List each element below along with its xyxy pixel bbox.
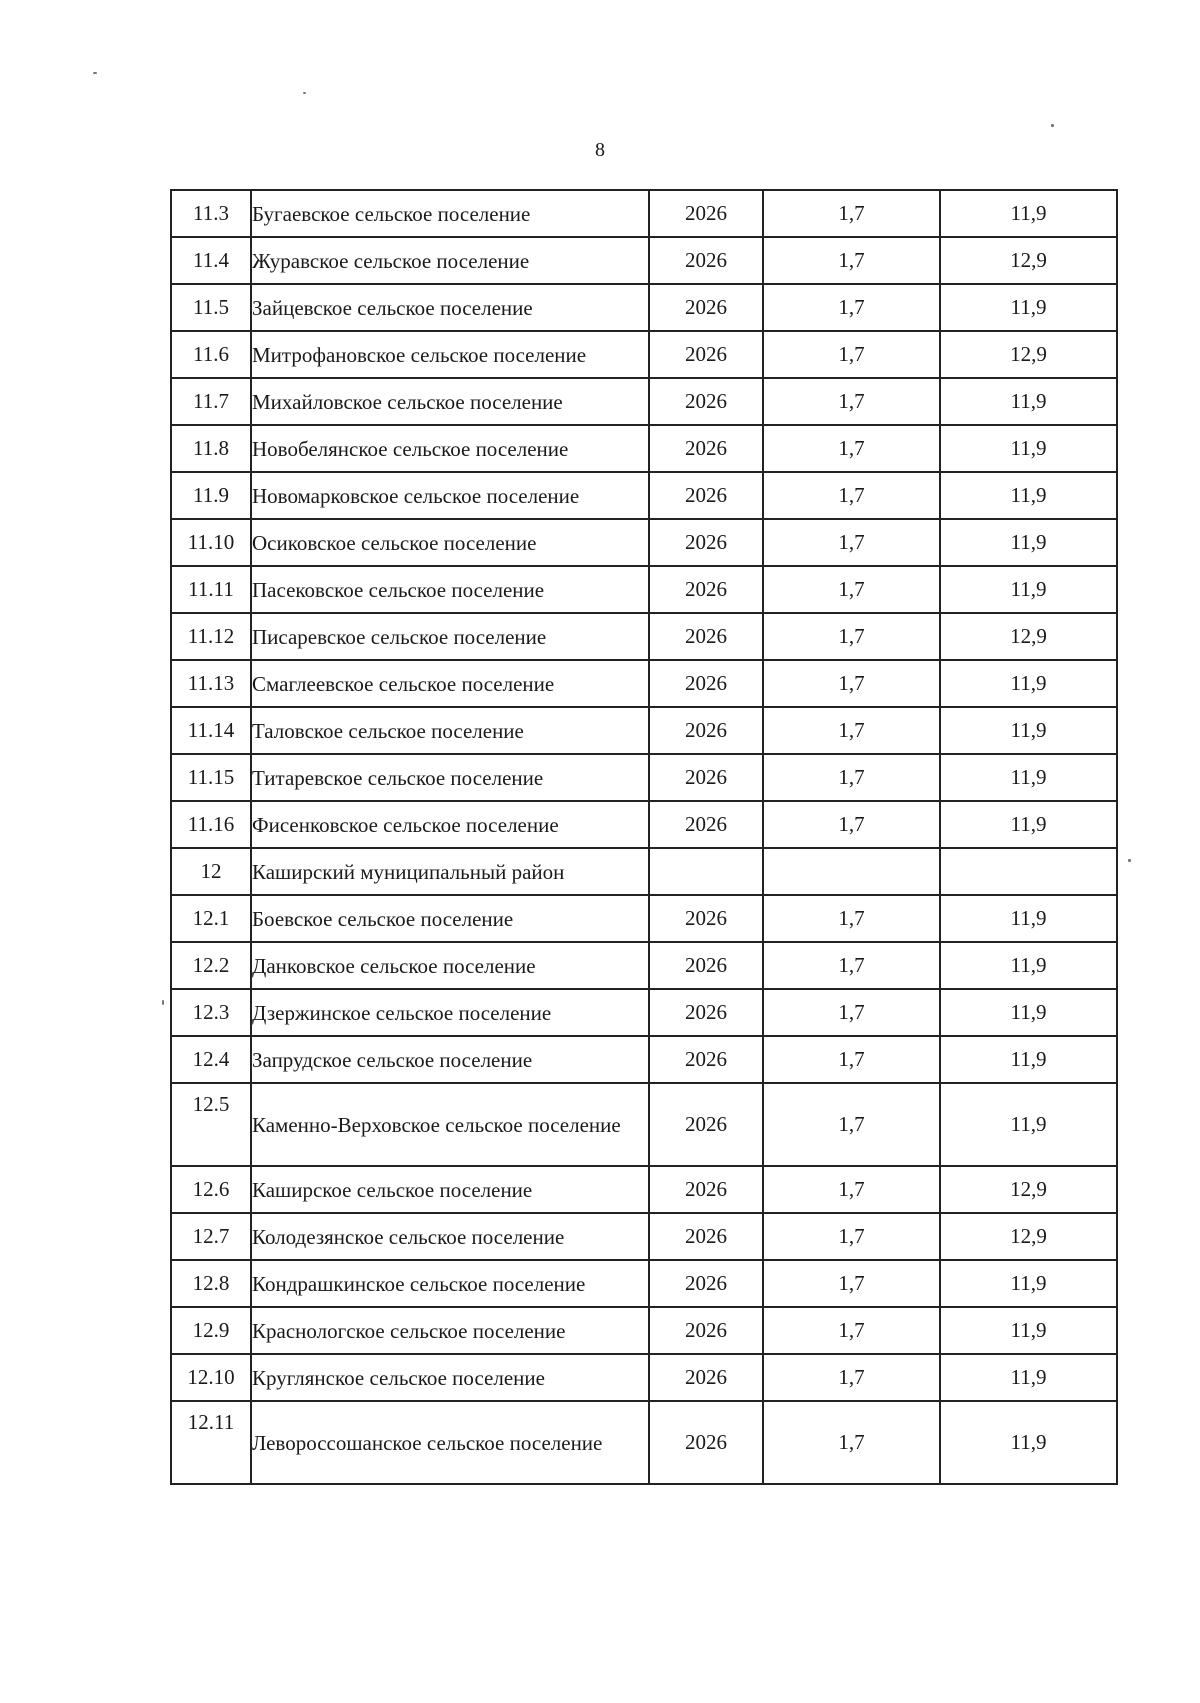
settlement-name: Каменно-Верховское сельское поселение — [251, 1083, 649, 1166]
table-row — [171, 237, 1117, 284]
year-cell: 2026 — [649, 1354, 763, 1401]
district-name: Каширский муниципальный район — [251, 848, 649, 895]
value-2-cell: 11,9 — [940, 942, 1117, 989]
row-number: 12.4 — [171, 1036, 251, 1083]
value-1-cell: 1,7 — [763, 425, 940, 472]
scan-speck — [93, 72, 97, 74]
value-1-cell: 1,7 — [763, 895, 940, 942]
row-number: 11.10 — [171, 519, 251, 566]
table-row — [171, 378, 1117, 425]
value-1-cell: 1,7 — [763, 801, 940, 848]
table-row — [171, 613, 1117, 660]
year-cell: 2026 — [649, 989, 763, 1036]
value-2-cell: 11,9 — [940, 660, 1117, 707]
table-row — [171, 519, 1117, 566]
row-number: 12.11 — [171, 1401, 251, 1484]
value-1-cell — [763, 848, 940, 895]
year-cell: 2026 — [649, 942, 763, 989]
row-number: 12.3 — [171, 989, 251, 1036]
row-number: 11.5 — [171, 284, 251, 331]
settlement-name: Боевское сельское поселение — [251, 895, 649, 942]
value-2-cell: 12,9 — [940, 237, 1117, 284]
value-2-cell: 12,9 — [940, 1166, 1117, 1213]
value-2-cell: 11,9 — [940, 707, 1117, 754]
year-cell: 2026 — [649, 754, 763, 801]
settlement-name: Бугаевское сельское поселение — [251, 190, 649, 237]
year-cell: 2026 — [649, 566, 763, 613]
value-2-cell: 11,9 — [940, 1083, 1117, 1166]
table-row — [171, 1083, 1117, 1166]
value-2-cell — [940, 848, 1117, 895]
table-row — [171, 942, 1117, 989]
year-cell: 2026 — [649, 472, 763, 519]
settlement-name: Михайловское сельское поселение — [251, 378, 649, 425]
value-1-cell: 1,7 — [763, 1036, 940, 1083]
value-2-cell: 11,9 — [940, 284, 1117, 331]
row-number: 12.1 — [171, 895, 251, 942]
value-1-cell: 1,7 — [763, 1401, 940, 1484]
value-1-cell: 1,7 — [763, 284, 940, 331]
row-number: 11.9 — [171, 472, 251, 519]
settlement-name: Дзержинское сельское поселение — [251, 989, 649, 1036]
value-2-cell: 11,9 — [940, 1260, 1117, 1307]
page-number: 8 — [595, 139, 605, 161]
value-1-cell: 1,7 — [763, 378, 940, 425]
row-number: 11.6 — [171, 331, 251, 378]
settlement-name: Смаглеевское сельское поселение — [251, 660, 649, 707]
table-row — [171, 660, 1117, 707]
year-cell: 2026 — [649, 331, 763, 378]
settlement-name: Круглянское сельское поселение — [251, 1354, 649, 1401]
year-cell: 2026 — [649, 801, 763, 848]
settlement-name: Журавское сельское поселение — [251, 237, 649, 284]
table-row — [171, 707, 1117, 754]
settlement-name: Кондрашкинское сельское поселение — [251, 1260, 649, 1307]
table-row — [171, 472, 1117, 519]
row-number: 11.4 — [171, 237, 251, 284]
year-cell: 2026 — [649, 190, 763, 237]
settlement-name: Левороссошанское сельское поселение — [251, 1401, 649, 1484]
year-cell: 2026 — [649, 237, 763, 284]
district-header-row — [171, 848, 1117, 895]
table-row — [171, 1354, 1117, 1401]
row-number: 11.15 — [171, 754, 251, 801]
value-1-cell: 1,7 — [763, 1260, 940, 1307]
year-cell: 2026 — [649, 378, 763, 425]
value-2-cell: 11,9 — [940, 1307, 1117, 1354]
table-row — [171, 1260, 1117, 1307]
row-number: 12.9 — [171, 1307, 251, 1354]
value-2-cell: 11,9 — [940, 895, 1117, 942]
row-number: 12.7 — [171, 1213, 251, 1260]
row-number: 12.5 — [171, 1083, 251, 1166]
value-1-cell: 1,7 — [763, 707, 940, 754]
year-cell: 2026 — [649, 425, 763, 472]
value-2-cell: 11,9 — [940, 472, 1117, 519]
row-number: 11.16 — [171, 801, 251, 848]
value-1-cell: 1,7 — [763, 1083, 940, 1166]
year-cell: 2026 — [649, 1307, 763, 1354]
settlement-name: Краснологское сельское поселение — [251, 1307, 649, 1354]
value-1-cell: 1,7 — [763, 1307, 940, 1354]
settlement-name: Колодезянское сельское поселение — [251, 1213, 649, 1260]
value-1-cell: 1,7 — [763, 519, 940, 566]
value-1-cell: 1,7 — [763, 942, 940, 989]
value-2-cell: 11,9 — [940, 801, 1117, 848]
scan-speck — [162, 1000, 164, 1005]
settlement-name: Таловское сельское поселение — [251, 707, 649, 754]
value-2-cell: 12,9 — [940, 613, 1117, 660]
table-row — [171, 989, 1117, 1036]
year-cell: 2026 — [649, 1166, 763, 1213]
scan-speck — [1051, 124, 1054, 127]
value-1-cell: 1,7 — [763, 1354, 940, 1401]
row-number: 11.7 — [171, 378, 251, 425]
table-row — [171, 1213, 1117, 1260]
scan-speck — [1128, 859, 1131, 862]
row-number: 12.8 — [171, 1260, 251, 1307]
settlement-name: Писаревское сельское поселение — [251, 613, 649, 660]
year-cell: 2026 — [649, 1401, 763, 1484]
value-2-cell: 11,9 — [940, 1401, 1117, 1484]
value-2-cell: 12,9 — [940, 1213, 1117, 1260]
year-cell: 2026 — [649, 613, 763, 660]
settlement-name: Зайцевское сельское поселение — [251, 284, 649, 331]
value-1-cell: 1,7 — [763, 1213, 940, 1260]
year-cell: 2026 — [649, 1083, 763, 1166]
settlement-name: Каширское сельское поселение — [251, 1166, 649, 1213]
value-2-cell: 11,9 — [940, 1036, 1117, 1083]
table-row — [171, 331, 1117, 378]
year-cell: 2026 — [649, 1036, 763, 1083]
table-row — [171, 190, 1117, 237]
value-1-cell: 1,7 — [763, 754, 940, 801]
row-number: 11.3 — [171, 190, 251, 237]
row-number: 12.2 — [171, 942, 251, 989]
year-cell: 2026 — [649, 284, 763, 331]
table-row — [171, 284, 1117, 331]
value-2-cell: 11,9 — [940, 378, 1117, 425]
settlements-table — [170, 189, 1118, 1485]
settlement-name: Данковское сельское поселение — [251, 942, 649, 989]
year-cell: 2026 — [649, 895, 763, 942]
year-cell: 2026 — [649, 707, 763, 754]
year-cell: 2026 — [649, 1213, 763, 1260]
table-row — [171, 801, 1117, 848]
table-row — [171, 425, 1117, 472]
row-number: 11.13 — [171, 660, 251, 707]
row-number: 11.14 — [171, 707, 251, 754]
table-row — [171, 1036, 1117, 1083]
value-1-cell: 1,7 — [763, 613, 940, 660]
value-1-cell: 1,7 — [763, 331, 940, 378]
table-row — [171, 754, 1117, 801]
value-2-cell: 12,9 — [940, 331, 1117, 378]
value-2-cell: 11,9 — [940, 754, 1117, 801]
settlement-name: Митрофановское сельское поселение — [251, 331, 649, 378]
value-1-cell: 1,7 — [763, 1166, 940, 1213]
table-row — [171, 1166, 1117, 1213]
row-number: 12.6 — [171, 1166, 251, 1213]
value-1-cell: 1,7 — [763, 237, 940, 284]
settlement-name: Запрудское сельское поселение — [251, 1036, 649, 1083]
settlement-name: Осиковское сельское поселение — [251, 519, 649, 566]
value-2-cell: 11,9 — [940, 1354, 1117, 1401]
row-number: 12 — [171, 848, 251, 895]
value-2-cell: 11,9 — [940, 425, 1117, 472]
value-2-cell: 11,9 — [940, 566, 1117, 613]
settlement-name: Пасековское сельское поселение — [251, 566, 649, 613]
year-cell: 2026 — [649, 1260, 763, 1307]
value-2-cell: 11,9 — [940, 519, 1117, 566]
row-number: 12.10 — [171, 1354, 251, 1401]
settlement-name: Фисенковское сельское поселение — [251, 801, 649, 848]
table-row — [171, 895, 1117, 942]
row-number: 11.12 — [171, 613, 251, 660]
table-row — [171, 1401, 1117, 1484]
value-1-cell: 1,7 — [763, 190, 940, 237]
value-2-cell: 11,9 — [940, 190, 1117, 237]
value-1-cell: 1,7 — [763, 472, 940, 519]
settlement-name: Новобелянское сельское поселение — [251, 425, 649, 472]
scan-speck — [303, 92, 306, 94]
value-1-cell: 1,7 — [763, 566, 940, 613]
settlement-name: Новомарковское сельское поселение — [251, 472, 649, 519]
value-1-cell: 1,7 — [763, 989, 940, 1036]
row-number: 11.8 — [171, 425, 251, 472]
value-1-cell: 1,7 — [763, 660, 940, 707]
year-cell: 2026 — [649, 660, 763, 707]
year-cell: 2026 — [649, 519, 763, 566]
table-row — [171, 1307, 1117, 1354]
value-2-cell: 11,9 — [940, 989, 1117, 1036]
row-number: 11.11 — [171, 566, 251, 613]
settlement-name: Титаревское сельское поселение — [251, 754, 649, 801]
year-cell — [649, 848, 763, 895]
table-row — [171, 566, 1117, 613]
